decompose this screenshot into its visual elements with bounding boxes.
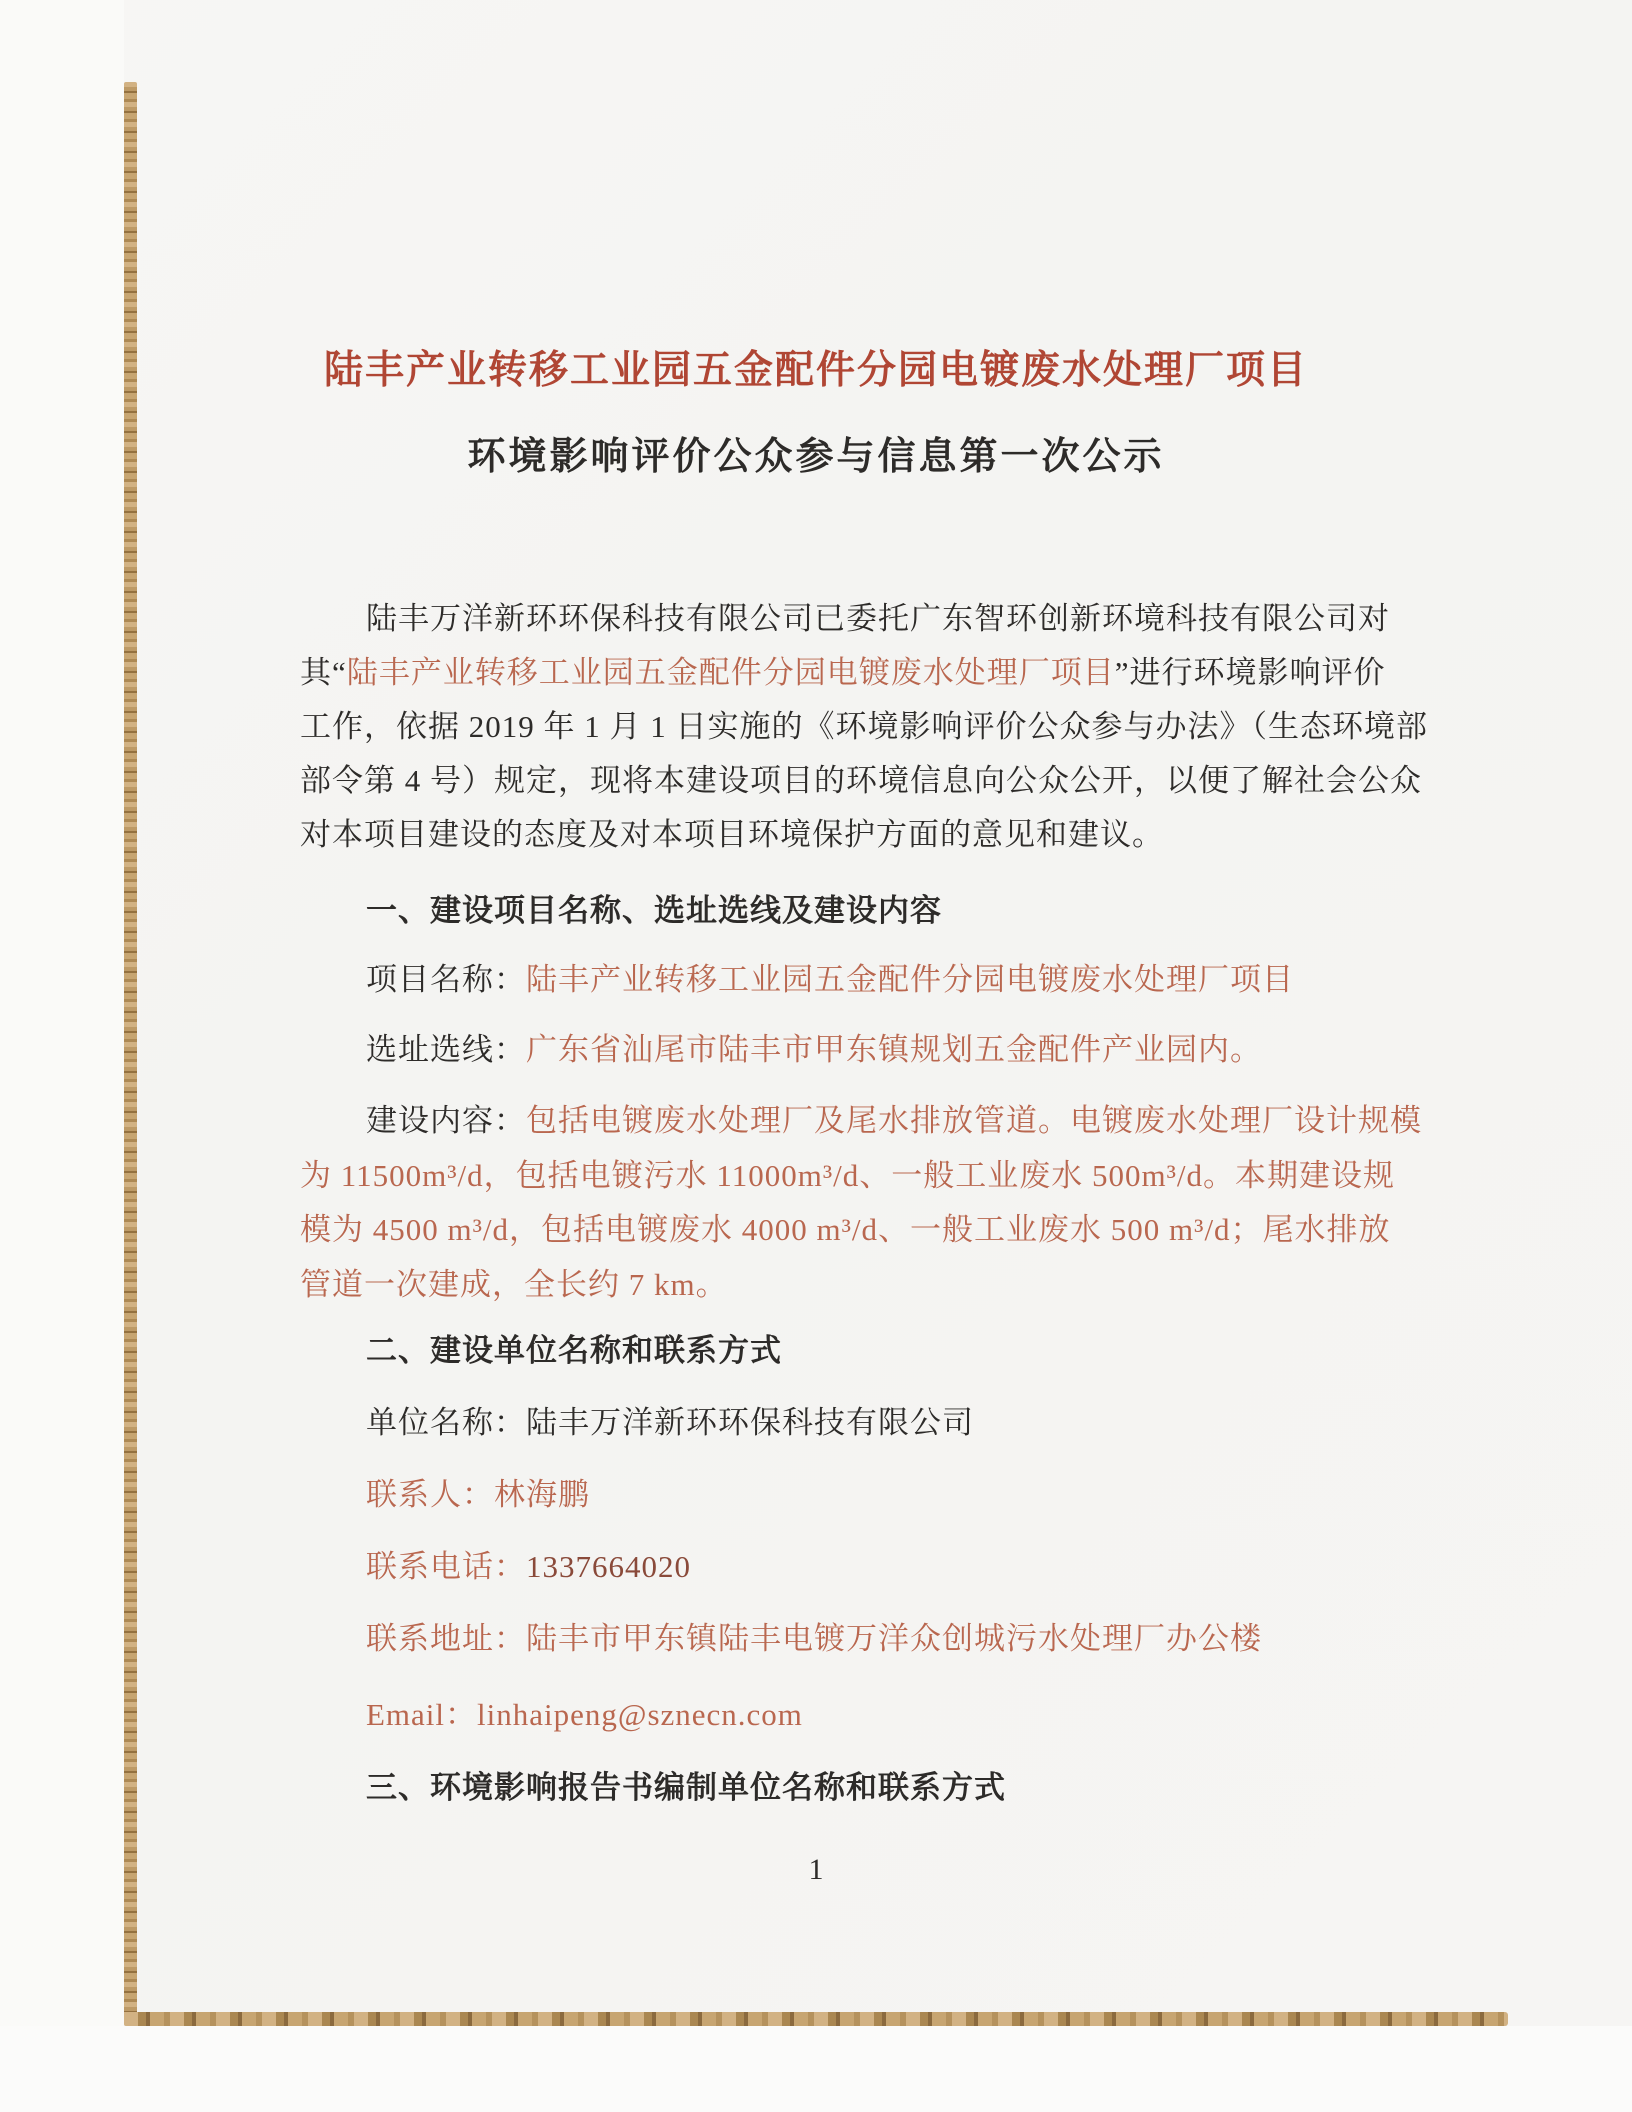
document-title: 陆丰产业转移工业园五金配件分园电镀废水处理厂项目 — [323, 349, 1308, 392]
book-edge-horizontal — [124, 2012, 1508, 2026]
intro-line-4-text: 部令第 4 号）规定，现将本建设项目的环境信息向公众公开，以便了解社会公众 — [300, 763, 1422, 798]
intro-line-5-text: 对本项目建设的态度及对本项目环境保护方面的意见和建议。 — [300, 817, 1164, 852]
phone-line — [366, 1547, 1556, 1587]
intro-line-2 — [300, 653, 1490, 693]
section3-heading: 三、环境影响报告书编制单位名称和联系方式 — [366, 1770, 1006, 1805]
intro-line-4 — [300, 761, 1490, 801]
content-value-4: 管道一次建成，全长约 7 km。 — [300, 1267, 728, 1302]
company-line — [366, 1403, 1556, 1443]
contact-value: 林海鹏 — [494, 1477, 590, 1512]
content-value-3: 模为 4500 m³/d，包括电镀废水 4000 m³/d、一般工业废水 500 m³/d；尾水排放 — [300, 1212, 1391, 1247]
email-label: Email： — [366, 1697, 478, 1732]
site-line — [366, 1030, 1556, 1070]
document-subtitle: 环境影响评价公众参与信息第一次公示 — [467, 436, 1165, 478]
project-name-value: 陆丰产业转移工业园五金配件分园电镀废水处理厂项目 — [526, 962, 1294, 997]
intro-line-3 — [300, 707, 1490, 747]
email-value: linhaipeng@sznecn.com — [477, 1697, 803, 1732]
company-label: 单位名称： — [366, 1405, 526, 1440]
company-value: 陆丰万洋新环环保科技有限公司 — [526, 1405, 974, 1440]
address-value: 陆丰市甲东镇陆丰电镀万洋众创城污水处理厂办公楼 — [526, 1621, 1262, 1656]
phone-label: 联系电话： — [366, 1549, 526, 1584]
intro-line-2-project-name: 陆丰产业转移工业园五金配件分园电镀废水处理厂项目 — [346, 655, 1115, 690]
page-number: 1 — [808, 1853, 824, 1886]
section1-heading: 一、建设项目名称、选址选线及建设内容 — [366, 893, 942, 928]
content-value-2: 为 11500m³/d，包括电镀污水 11000m³/d、一般工业废水 500m³/d。本期建设规 — [300, 1158, 1396, 1193]
intro-line-3-text: 工作，依据 2019 年 1 月 1 日实施的《环境影响评价公众参与办法》（生态环境部 — [300, 709, 1428, 744]
project-name-label: 项目名称： — [366, 962, 526, 997]
section2-heading: 二、建设单位名称和联系方式 — [366, 1333, 782, 1368]
content-value-1: 包括电镀废水处理厂及尾水排放管道。电镀废水处理厂设计规模 — [526, 1103, 1422, 1138]
project-name-line — [366, 960, 1556, 1000]
email-line — [366, 1695, 1556, 1735]
contact-line — [366, 1475, 1556, 1515]
content-line-1 — [366, 1101, 1556, 1141]
scan-bottom-margin — [0, 2026, 1632, 2112]
site-label: 选址选线： — [366, 1032, 526, 1067]
address-line — [366, 1619, 1556, 1659]
site-value: 广东省汕尾市陆丰市甲东镇规划五金配件产业园内。 — [526, 1032, 1262, 1067]
content-line-4 — [300, 1265, 1490, 1305]
content-label: 建设内容： — [366, 1103, 526, 1138]
phone-value: 1337664020 — [526, 1549, 691, 1584]
intro-line-2-pre: 其“ — [300, 655, 347, 690]
content-line-3 — [300, 1210, 1490, 1250]
contact-label: 联系人： — [366, 1477, 494, 1512]
content-line-2 — [300, 1156, 1490, 1196]
intro-line-1-text: 陆丰万洋新环环保科技有限公司已委托广东智环创新环境科技有限公司对 — [366, 601, 1390, 636]
intro-line-1 — [366, 599, 1556, 639]
intro-line-5 — [300, 815, 1490, 855]
scan-left-margin — [0, 0, 124, 2112]
intro-line-2-post: ”进行环境影响评价 — [1114, 655, 1386, 690]
address-label: 联系地址： — [366, 1621, 526, 1656]
